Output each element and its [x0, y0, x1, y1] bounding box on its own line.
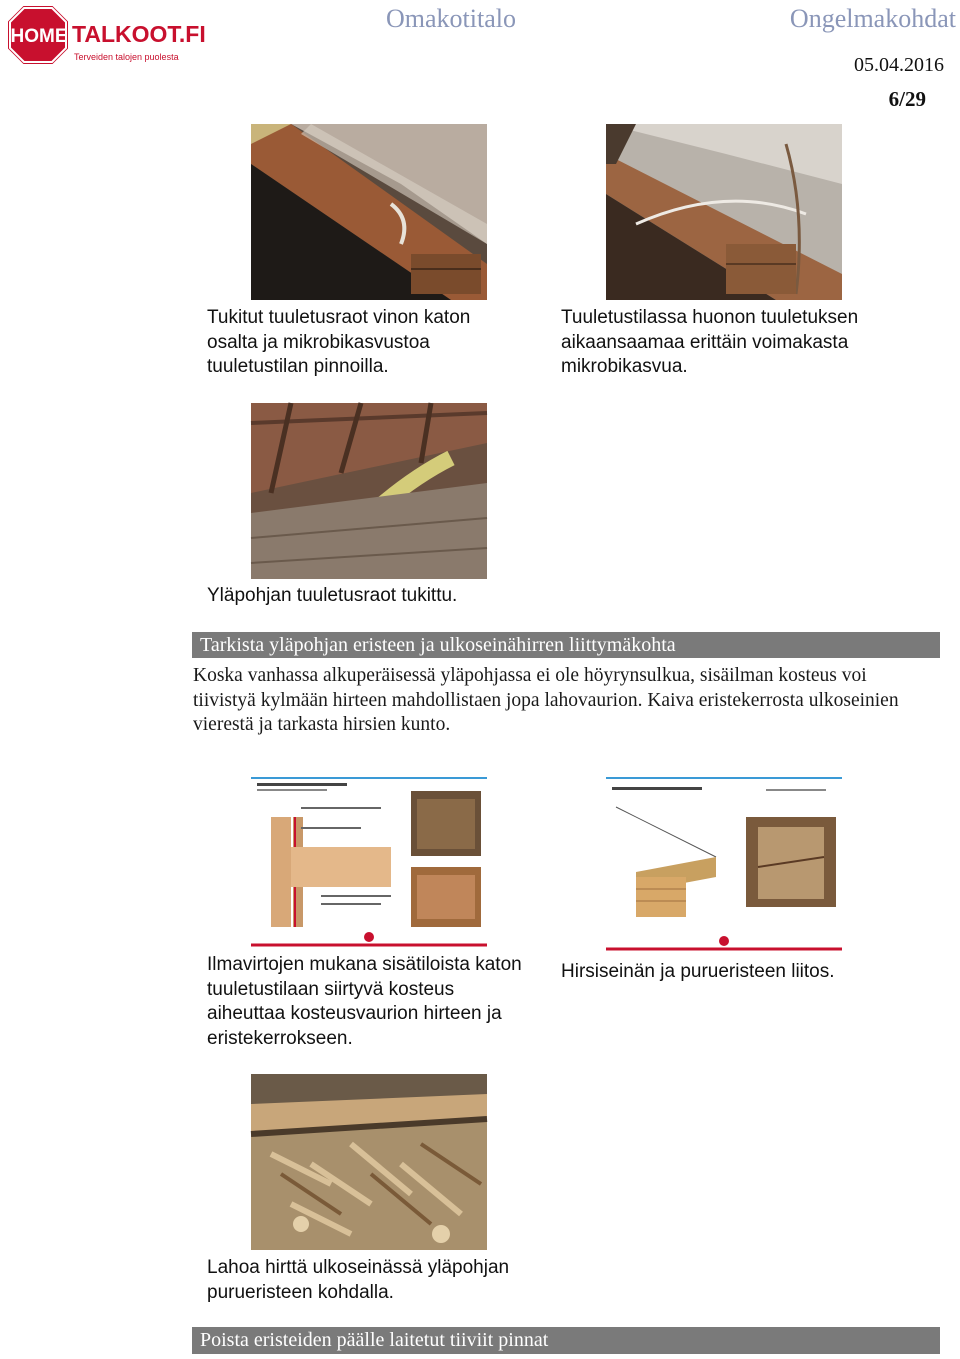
photo-caption: Tuuletustilassa huonon tuuletuksen aikaansaamaa erittäin voimakasta mikrobikasvua.	[561, 307, 859, 377]
header-title-left: Omakotitalo	[386, 4, 516, 33]
photo-caption: Tukitut tuuletusraot vinon katon osalta ja mikrobikasvustoa tuuletustilan pinnoilla.	[207, 307, 471, 377]
header-title-right: Ongelmakohdat	[789, 4, 956, 33]
page-number: 6/29	[888, 87, 926, 111]
section-heading: Tarkista yläpohjan eristeen ja ulkoseinähirren liittymäkohta	[192, 632, 940, 658]
photo-caption: Yläpohjan tuuletusraot tukittu.	[207, 585, 458, 606]
photo-caption: Lahoa hirttä ulkoseinässä yläpohjan purueristeen kohdalla.	[207, 1257, 510, 1303]
logo-home-text: HOME	[10, 26, 68, 47]
logo-tagline: Terveiden talojen puolesta	[74, 52, 179, 62]
photo-caption: Hirsiseinän ja purueristeen liitos.	[561, 961, 835, 982]
illustration-log-wall-joint	[606, 777, 842, 953]
hometalkoot-logo	[6, 4, 206, 66]
photo-attic-vents-blocked	[251, 124, 487, 300]
photo-vents-blocked	[251, 403, 487, 579]
logo-talkoot-text: TALKOOT.FI	[72, 21, 206, 47]
photo-strong-microbial-growth	[606, 124, 842, 300]
photo-caption: Ilmavirtojen mukana sisätiloista katon tuuletustilaan siirtyvä kosteus aiheuttaa kosteusvaurion hirteen ja eristekerrokseen.	[207, 954, 522, 1049]
illustration-moisture-damage	[251, 777, 487, 947]
section-body: Koska vanhassa alkuperäisessä yläpohjassa ei ole höyrynsulkua, sisäilman kosteus voi tiivistyä kylmään hirteen mahdollistaen jopa lahovaurion. Kaiva eristekerrosta ulkoseinien vierestä ja tarkasta hirsien kunto.	[193, 665, 899, 735]
photo-rotten-log	[251, 1074, 487, 1250]
document-date: 05.04.2016	[854, 54, 944, 76]
section-heading: Poista eristeiden päälle laitetut tiiviit pinnat	[192, 1327, 940, 1354]
